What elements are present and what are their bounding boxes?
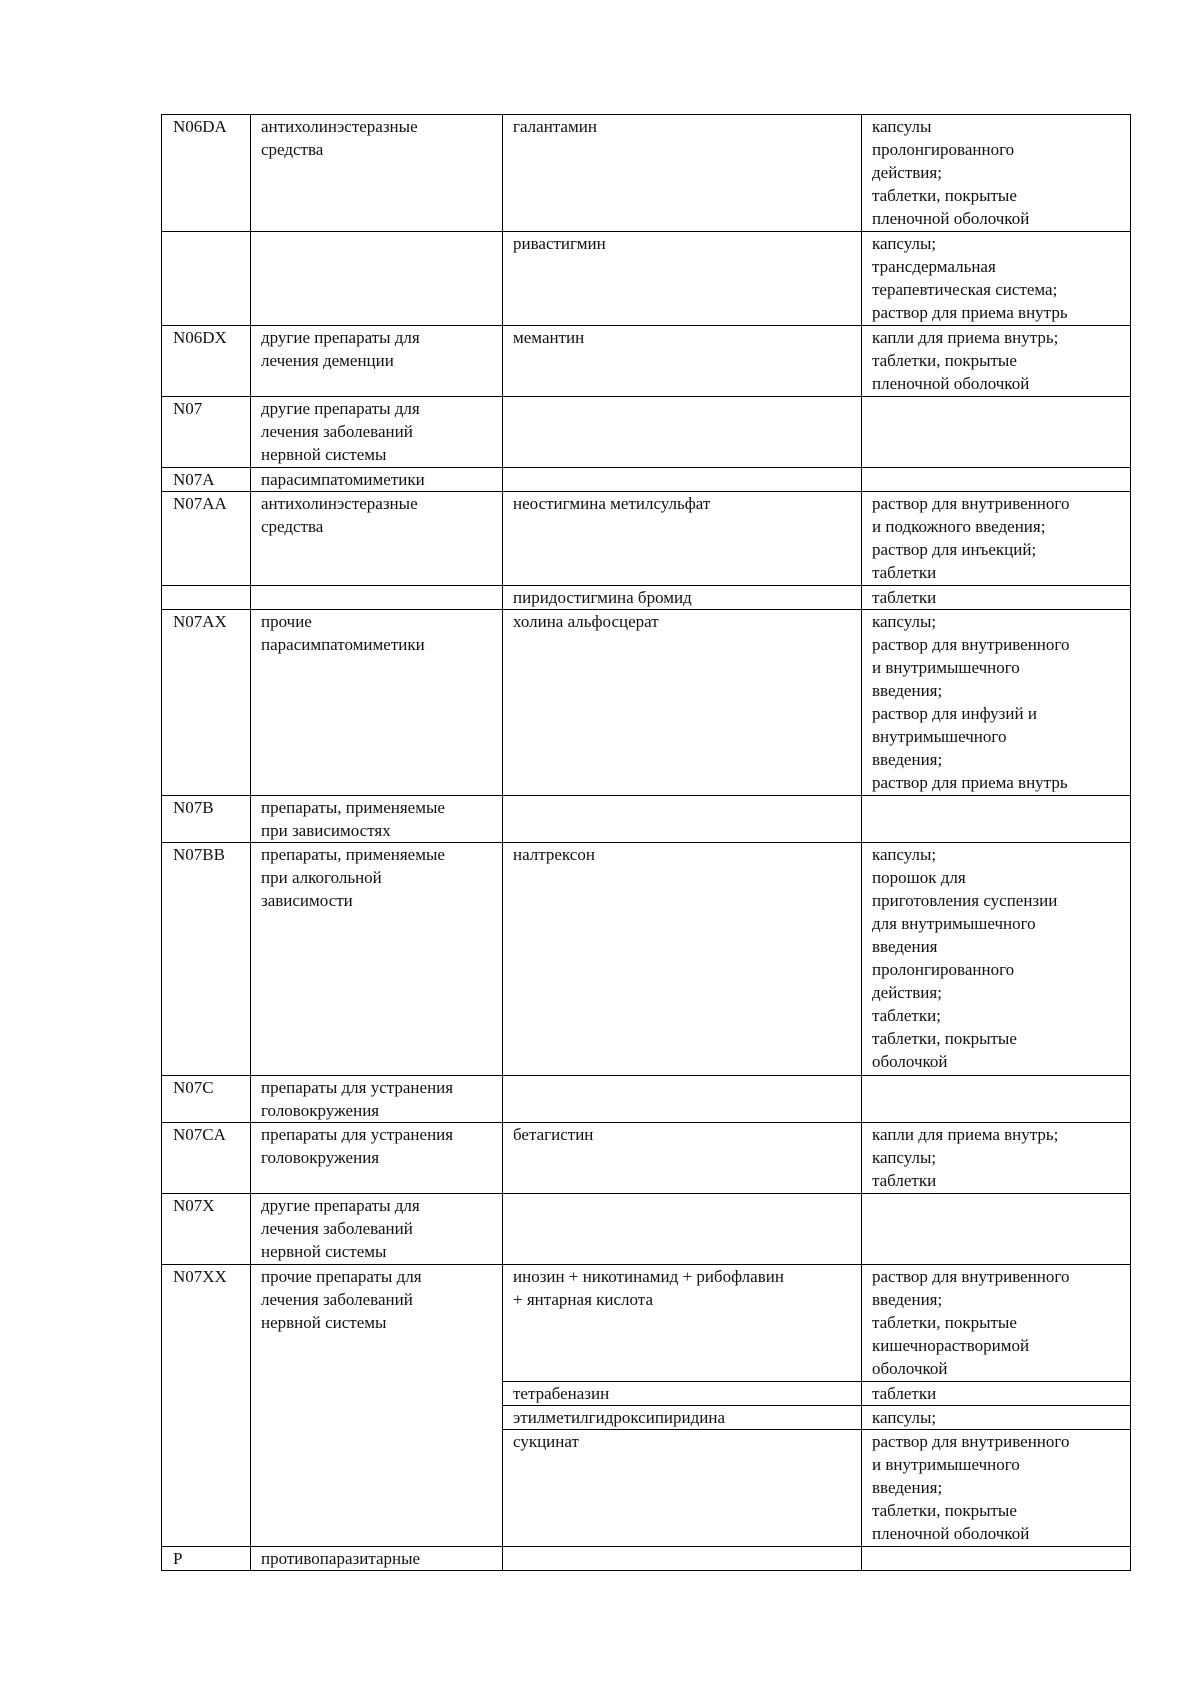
drug-cell — [503, 1194, 862, 1265]
drug-cell — [503, 1547, 862, 1571]
table-row — [162, 1265, 1131, 1382]
drug-cell — [503, 796, 862, 843]
drug-cell — [503, 468, 862, 492]
atc-code-cell: N06DX — [162, 326, 251, 397]
dosage-form-cell: капли для приема внутрь; капсулы; таблетки — [862, 1123, 1131, 1194]
dosage-form-cell: таблетки — [862, 1382, 1131, 1406]
drug-cell: ривастигмин — [503, 232, 862, 326]
table-row — [162, 326, 1131, 397]
dosage-form-cell: раствор для внутривенного и внутримышечного введения; таблетки, покрытые пленочной оболочкой — [862, 1430, 1131, 1547]
group-cell: антихолинэстеразные средства — [251, 492, 503, 586]
table-row — [162, 1547, 1131, 1571]
group-cell: другие препараты для лечения заболеваний нервной системы — [251, 1194, 503, 1265]
atc-code-cell: N07AX — [162, 610, 251, 796]
drug-cell: налтрексон — [503, 843, 862, 1076]
table-row — [162, 1123, 1131, 1194]
atc-code-cell: N06DA — [162, 115, 251, 232]
group-cell — [251, 586, 503, 610]
table-row — [162, 1194, 1131, 1265]
drug-cell: бетагистин — [503, 1123, 862, 1194]
drug-cell: пиридостигмина бромид — [503, 586, 862, 610]
drug-cell — [503, 1076, 862, 1123]
dosage-form-cell — [862, 1194, 1131, 1265]
atc-code-cell: N07C — [162, 1076, 251, 1123]
atc-code-cell: N07XX — [162, 1265, 251, 1547]
drug-cell — [503, 397, 862, 468]
table-row — [162, 492, 1131, 586]
table-row — [162, 796, 1131, 843]
dosage-form-cell — [862, 796, 1131, 843]
table-row — [162, 586, 1131, 610]
table-row — [162, 468, 1131, 492]
group-cell: препараты для устранения головокружения — [251, 1076, 503, 1123]
dosage-form-cell: капсулы; порошок для приготовления суспензии для внутримышечного введения пролонгированного действия; таблетки; таблетки, покрытые оболочкой — [862, 843, 1131, 1076]
group-cell: парасимпатомиметики — [251, 468, 503, 492]
dosage-form-cell — [862, 1547, 1131, 1571]
atc-code-cell — [162, 232, 251, 326]
atc-code-cell: N07A — [162, 468, 251, 492]
group-cell: другие препараты для лечения заболеваний нервной системы — [251, 397, 503, 468]
group-cell: препараты, применяемые при зависимостях — [251, 796, 503, 843]
atc-code-cell: N07X — [162, 1194, 251, 1265]
drug-cell: холина альфосцерат — [503, 610, 862, 796]
dosage-form-cell: капсулы; — [862, 1406, 1131, 1430]
table-row — [162, 1076, 1131, 1123]
dosage-form-cell: раствор для внутривенного и подкожного введения; раствор для инъекций; таблетки — [862, 492, 1131, 586]
drug-cell: галантамин — [503, 115, 862, 232]
drug-cell: этилметилгидроксипиридина — [503, 1406, 862, 1430]
table-row — [162, 115, 1131, 232]
table-row — [162, 232, 1131, 326]
group-cell: противопаразитарные — [251, 1547, 503, 1571]
group-cell: препараты, применяемые при алкогольной зависимости — [251, 843, 503, 1076]
dosage-form-cell: раствор для внутривенного введения; таблетки, покрытые кишечнорастворимой оболочкой — [862, 1265, 1131, 1382]
drug-cell: неостигмина метилсульфат — [503, 492, 862, 586]
atc-code-cell: P — [162, 1547, 251, 1571]
atc-code-cell: N07BB — [162, 843, 251, 1076]
dosage-form-cell — [862, 1076, 1131, 1123]
dosage-form-cell — [862, 397, 1131, 468]
group-cell: другие препараты для лечения деменции — [251, 326, 503, 397]
atc-code-cell: N07B — [162, 796, 251, 843]
table-row — [162, 397, 1131, 468]
table-row — [162, 843, 1131, 1076]
drug-cell: тетрабеназин — [503, 1382, 862, 1406]
drug-cell: сукцинат — [503, 1430, 862, 1547]
dosage-form-cell: капли для приема внутрь; таблетки, покрытые пленочной оболочкой — [862, 326, 1131, 397]
group-cell — [251, 232, 503, 326]
atc-code-cell: N07CA — [162, 1123, 251, 1194]
dosage-form-cell: капсулы; трансдермальная терапевтическая система; раствор для приема внутрь — [862, 232, 1131, 326]
drug-cell: инозин + никотинамид + рибофлавин + янтарная кислота — [503, 1265, 862, 1382]
drug-classification-table — [161, 114, 1131, 1571]
dosage-form-cell: капсулы пролонгированного действия; таблетки, покрытые пленочной оболочкой — [862, 115, 1131, 232]
atc-code-cell: N07 — [162, 397, 251, 468]
dosage-form-cell — [862, 468, 1131, 492]
group-cell: препараты для устранения головокружения — [251, 1123, 503, 1194]
atc-code-cell: N07AA — [162, 492, 251, 586]
group-cell: прочие препараты для лечения заболеваний нервной системы — [251, 1265, 503, 1547]
dosage-form-cell: капсулы; раствор для внутривенного и внутримышечного введения; раствор для инфузий и внутримышечного введения; раствор для приема внутрь — [862, 610, 1131, 796]
drug-cell: мемантин — [503, 326, 862, 397]
table-row — [162, 610, 1131, 796]
group-cell: антихолинэстеразные средства — [251, 115, 503, 232]
group-cell: прочие парасимпатомиметики — [251, 610, 503, 796]
atc-code-cell — [162, 586, 251, 610]
dosage-form-cell: таблетки — [862, 586, 1131, 610]
